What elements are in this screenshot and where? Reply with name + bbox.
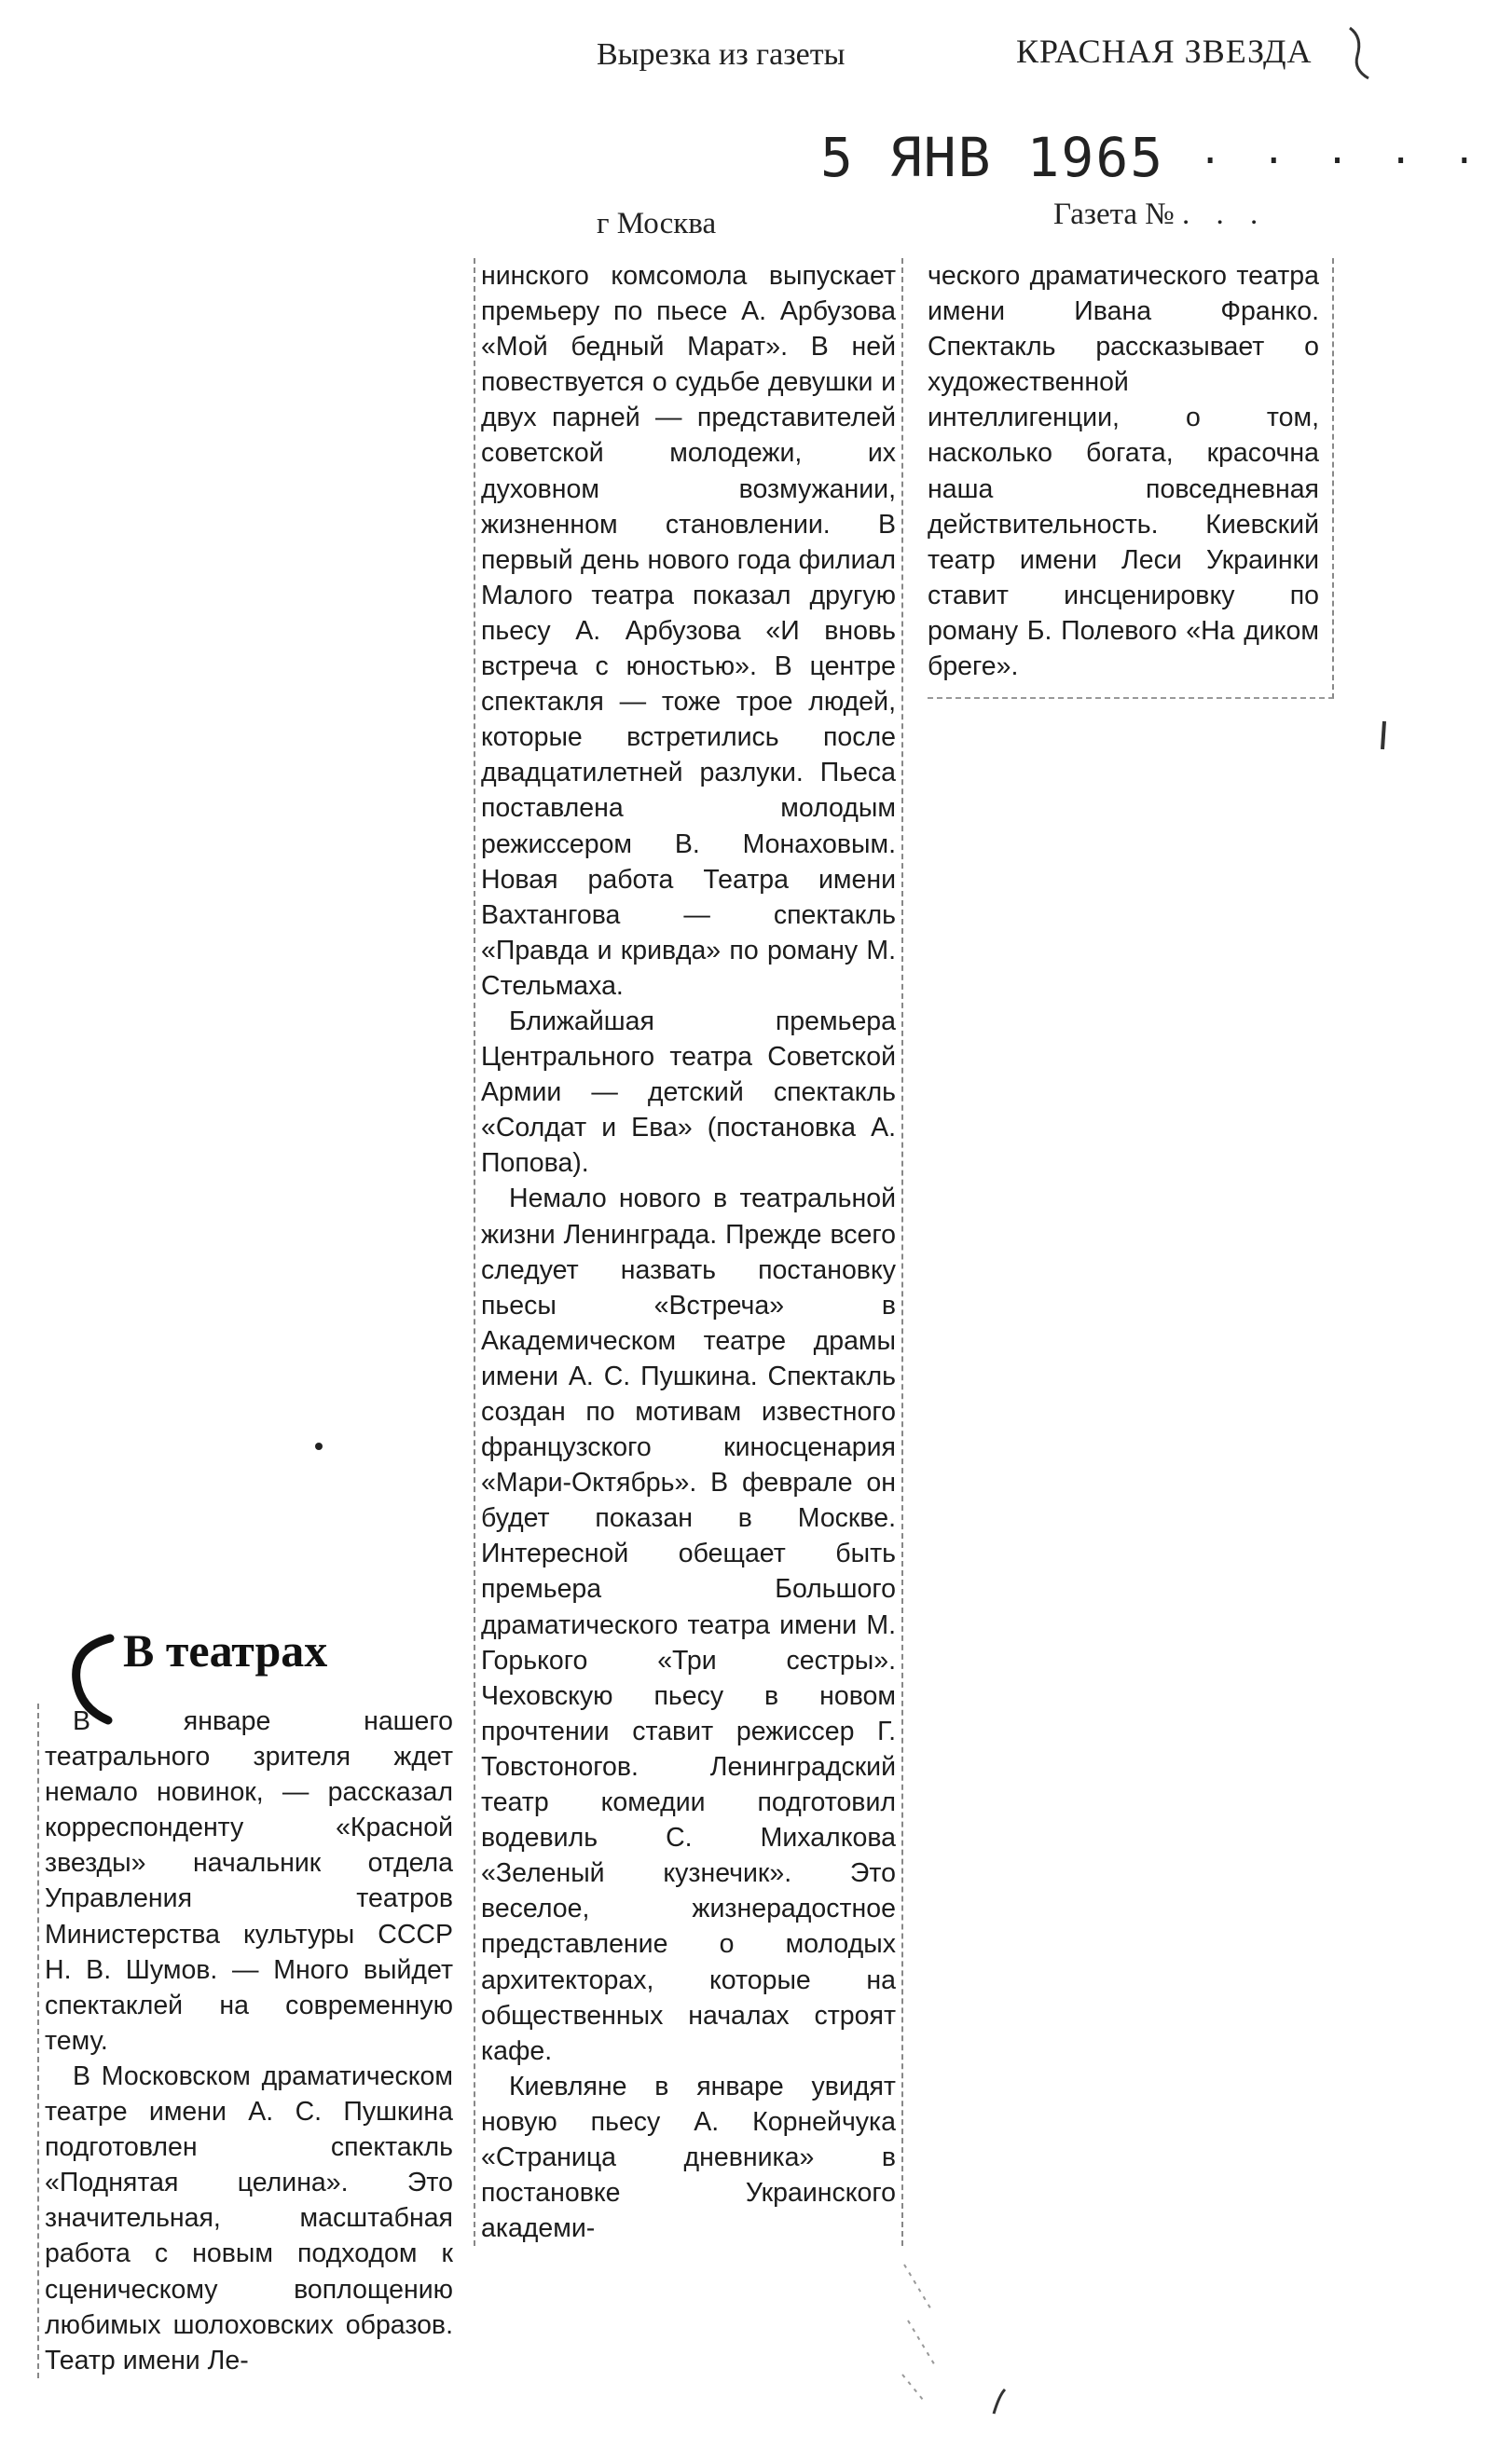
col2-paragraph: нинского комсомола выпускает премьеру по пьесе А. Арбузова «Мой бедный Марат». В ней повествуется о судьбе девушки и двух парней — представителей советской молодежи, их духовном возмужании, жизненном становлении. В первый день нового года филиал Малого театра показал другую пьесу А. Арбузова «И вновь встреча с юностью». В центре спектакля — тоже трое людей, которые встретились после двадцатилетней разлуки. Пьеса поставлена молодым режиссером В. Монаховым. Новая работа Театра имени Вахтангова — спектакль «Правда и кривда» по роману М. Стельмаха.: [481, 261, 896, 1001]
col1-paragraph: В январе нашего театрального зрителя ждет немало новинок, — рассказал корреспонденту «Красной звезды» начальник отдела Управления театров Министерства культуры СССР Н. В. Шумов. — Много выйдет спектаклей на современную тему.: [45, 1706, 453, 2056]
scissor-cut-marks: [895, 2255, 951, 2404]
date-stamp-text: 5 ЯНВ 1965: [820, 126, 1165, 189]
issue-label: [1053, 198, 1267, 232]
issue-number-dots: . . .: [1182, 198, 1268, 231]
stray-ink-dot: [312, 1440, 325, 1453]
stray-ink-mark: [988, 2386, 1011, 2419]
article-column-3: [928, 258, 1334, 699]
newspaper-name: КРАСНАЯ ЗВЕЗДА: [1016, 33, 1313, 70]
issue-label-text: Газета №: [1053, 198, 1175, 231]
article-column-2: [474, 258, 903, 2246]
clipping-label: Вырезка из газеты: [597, 37, 846, 72]
col2-paragraph: Ближайшая премьера Центрального театра Советской Армии — детский спектакль «Солдат и Ева» (постановка А. Попова).: [481, 1006, 896, 1179]
article-column-1: [37, 1704, 453, 2378]
pen-tick-mark: [1342, 19, 1380, 84]
city-label: г Москва: [597, 207, 717, 240]
col2-paragraph: Немало нового в театральной жизни Ленинграда. Прежде всего следует назвать постановку пьесы «Встреча» в Академическом театре драмы имени А. С. Пушкина. Спектакль создан по мотивам известного французского киносценария «Мари-Октябрь». В феврале он будет показан в Москве. Интересной обещает быть премьера Большого драматического театра имени М. Горького «Три сестры». Чеховскую пьесу в новом прочтении ставит режиссер Г. Товстоногов. Ленинградский театр комедии подготовил водевиль С. Михалкова «Зеленый кузнечик». Это веселое, жизнерадостное представление о молодых архитекторах, которые на общественных началах строят кафе.: [481, 1184, 896, 2066]
col3-paragraph: ческого драматического театра имени Ивана Франко. Спектакль рассказывает о художественной интеллигенции, о том, насколько богата, красочна наша повседневная действительность. Киевский театр имени Леси Украинки ставит инсценировку по роману Б. Полевого «На диком бреге».: [928, 261, 1319, 682]
stamp-dotted-line: · · · · ·: [1199, 139, 1485, 183]
article-headline: В театрах: [123, 1624, 328, 1677]
col1-paragraph: В Московском драматическом театре имени А. С. Пушкина подготовлен спектакль «Поднятая целина». Это значительная, масштабная работа с новым подходом к сценическому воплощению любимых шолоховских образов. Театр имени Ле-: [45, 2060, 453, 2375]
stray-ink-mark: [1375, 718, 1394, 755]
col2-paragraph: Киевляне в январе увидят новую пьесу А. Корнейчука «Страница дневника» в постановке Украинского академи-: [481, 2071, 896, 2244]
